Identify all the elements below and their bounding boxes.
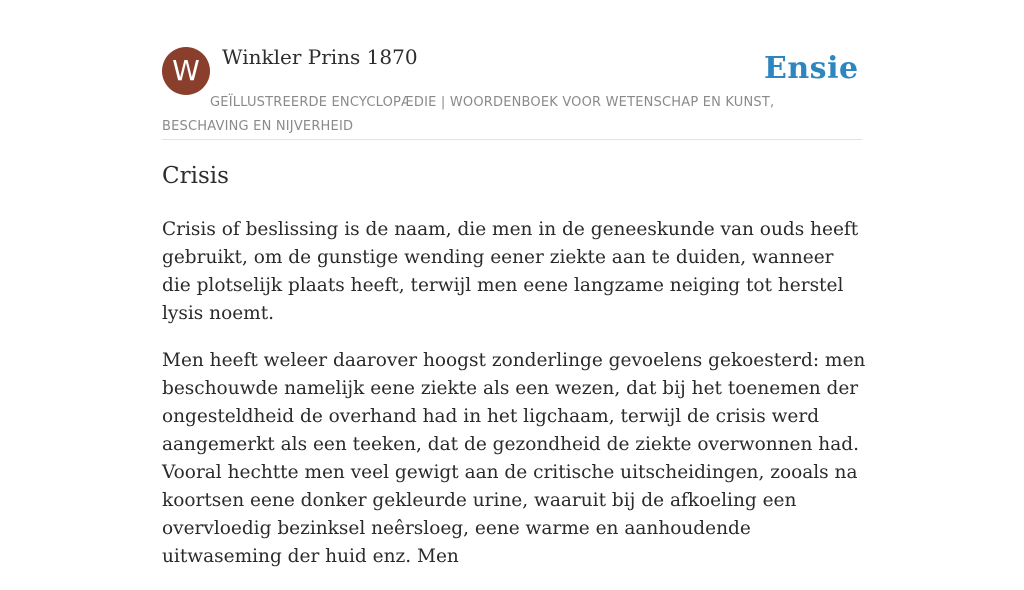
source-subtitle: GEÏLLUSTREERDE ENCYCLOPÆDIE | WOORDENBOEK VOOR WETENSCHAP EN KUNST, BESCHAVING EN NIJVERHEID xyxy=(162,95,775,134)
source-avatar[interactable]: W xyxy=(162,47,210,95)
article-paragraph-1: Crisis of beslissing is de naam, die men in de geneeskunde van ouds heeft gebruikt, om de gunstige wending eener ziekte aan te duiden, wanneer die plotselijk plaats heeft, terwijl men eene langzame neiging tot herstel lysis noemt. xyxy=(162,219,859,324)
article-title: Crisis xyxy=(162,163,229,189)
article-paragraph-2: Men heeft weleer daarover hoogst zonderlinge gevoelens gekoesterd: men beschouwde namelijk eene ziekte als een wezen, dat bij het toenemen der ongesteldheid de overhand had in het ligchaam, terwijl de crisis werd aangemerkt als een teeken, dat de gezondheid de ziekte overwonnen had. Vooral hechtte men veel gewigt aan de critische uitscheidingen, zooals na koortsen eene donker gekleurde urine, waaruit bij de afkoeling een overvloedig bezinksel neêrsloeg, eene warme en aanhoudende uitwaseming der huid enz. Men xyxy=(162,350,866,567)
ensie-logo-link[interactable]: Ensie xyxy=(764,51,859,86)
header-divider xyxy=(162,139,862,140)
article-body xyxy=(162,216,867,590)
source-title-link[interactable]: Winkler Prins 1870 xyxy=(222,45,418,69)
